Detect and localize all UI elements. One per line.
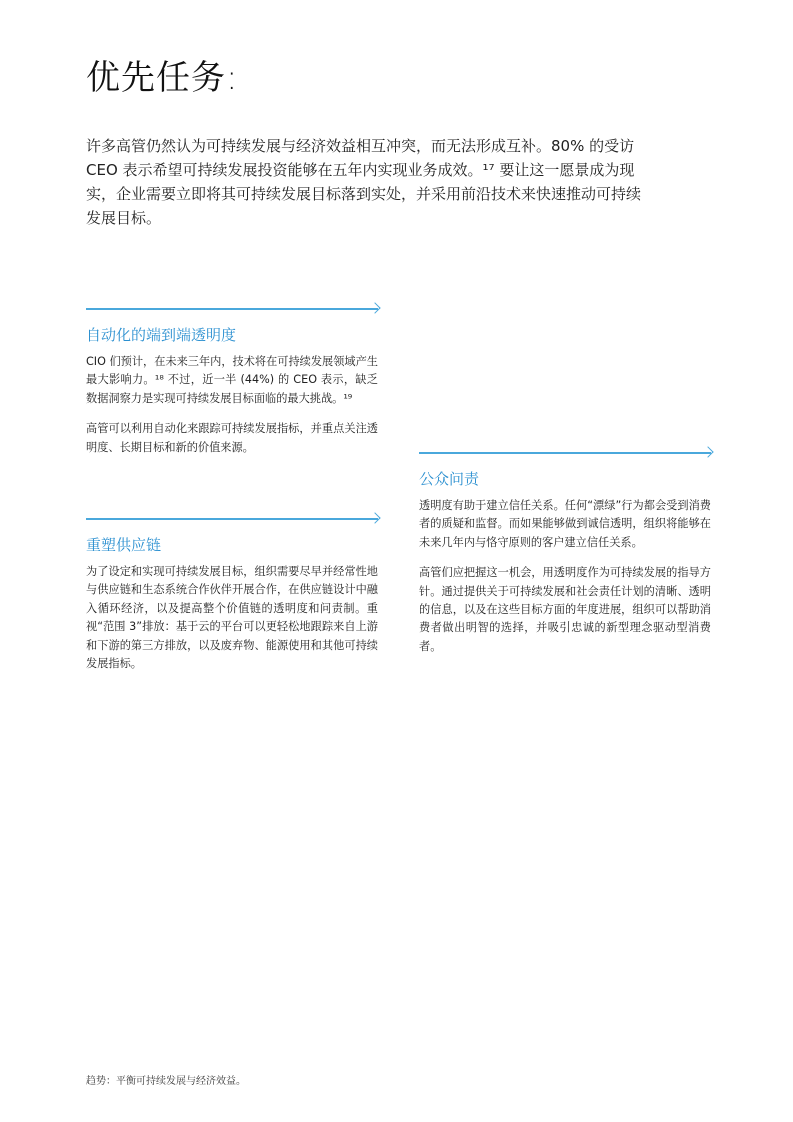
intro-paragraph: 许多高管仍然认为可持续发展与经济效益相互冲突，而无法形成互补。80% 的受访 CEO 表示希望可持续发展投资能够在五年内实现业务成效。¹⁷ 要让这一愿景成为现实，企业需要立即将其可持续发展目标落到实处，并采用前沿技术来快速推动可持续发展目标。 [86,137,642,227]
arrow-right-icon [419,452,711,454]
public-paragraph-2: 高管们应把握这一机会，用透明度作为可持续发展的指导方针。通过提供关于可持续发展和社会责任计划的清晰、透明的信息，以及在这些目标方面的年度进展，组织可以帮助消费者做出明智的选择，并吸引忠诚的新型理念驱动型消费者。 [419,566,711,653]
automation-paragraph-2: 高管可以利用自动化来跟踪可持续发展指标，并重点关注透明度、长期目标和新的价值来源。 [86,422,378,454]
section-title-automation: 自动化的端到端透明度 [86,326,237,344]
public-paragraph-1: 透明度有助于建立信任关系。任何“漂绿”行为都会受到消费者的质疑和监督。而如果能够做到诚信透明，组织将能够在未来几年内与恪守原则的客户建立信任关系。 [419,499,711,549]
arrow-right-icon [86,308,378,310]
arrow-right-icon [86,518,378,520]
section-title-supply-chain: 重塑供应链 [86,536,162,554]
page-title: 优先任务: [86,58,239,98]
page-footer: 趋势：平衡可持续发展与经济效益。 [86,1076,246,1087]
section-automation [86,308,378,469]
section-title-public-accountability: 公众问责 [419,470,480,488]
supply-chain-paragraph-1: 为了设定和实现可持续发展目标，组织需要尽早并经常性地与供应链和生态系统合作伙伴开展合作，在供应链设计中融入循环经济，以及提高整个价值链的透明度和问责制。重视“范围 3”排放：基于云的平台可以更轻松地跟踪来自上游和下游的第三方排放，以及废弃物、能源使用和其他可持续发展指标。 [86,565,378,671]
section-supply-chain [86,518,378,685]
section-public-accountability [419,452,711,668]
automation-paragraph-1: CIO 们预计，在未来三年内，技术将在可持续发展领域产生最大影响力。¹⁸ 不过，近一半 (44%) 的 CEO 表示，缺乏数据洞察力是实现可持续发展目标面临的最大挑战。¹⁹ [86,355,378,405]
